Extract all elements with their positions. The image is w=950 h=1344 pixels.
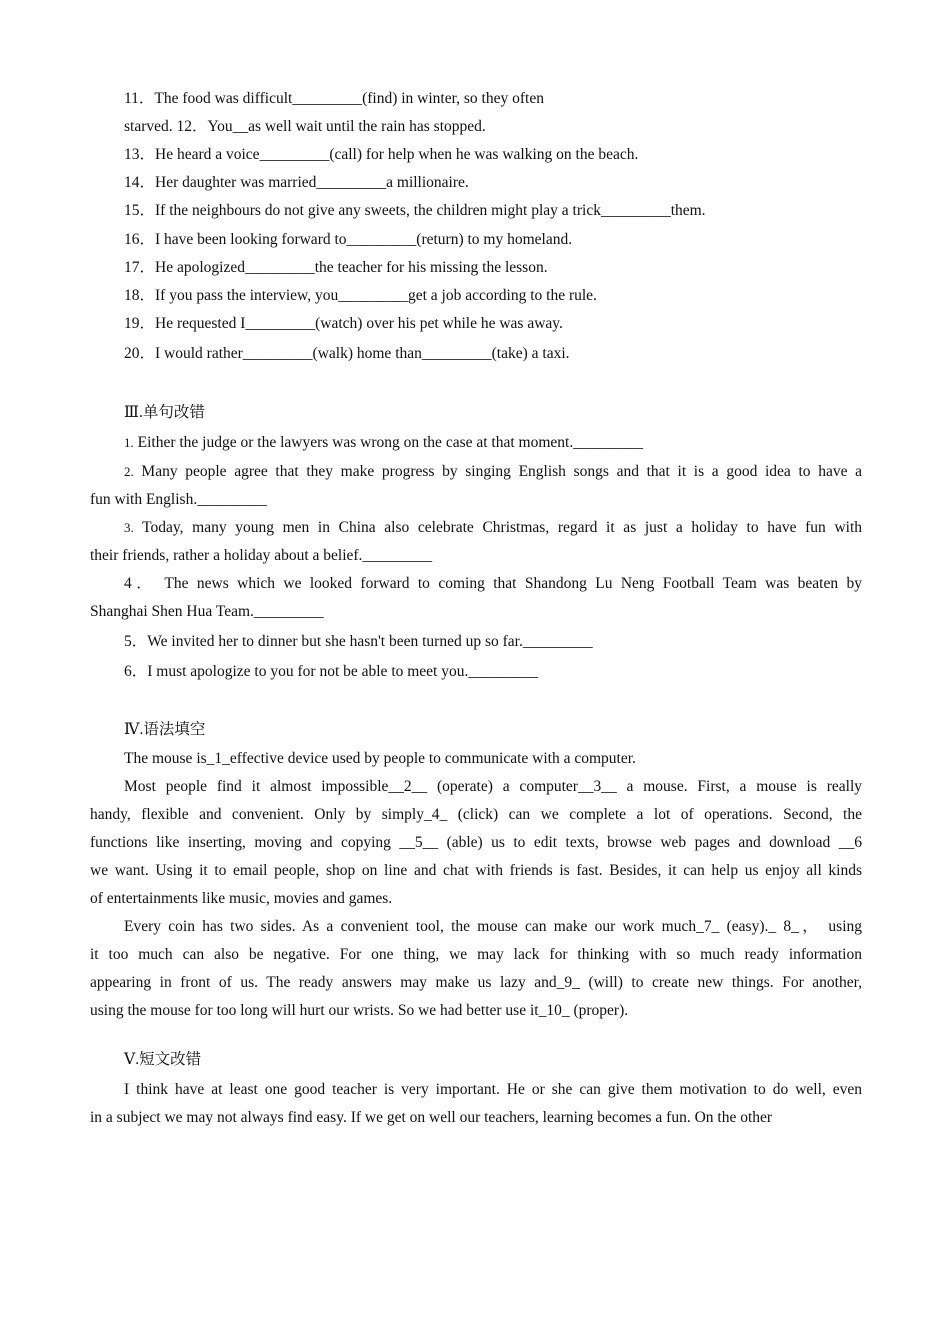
- passage-line: functions like inserting, moving and copying __5__ (able) us to edit texts, browse web pages and download __6: [90, 834, 862, 851]
- section-heading-5: Ⅴ.短文改错: [124, 1051, 202, 1068]
- item-text: Either the judge or the lawyers was wrong on the case at that moment._________: [133, 434, 643, 451]
- passage-line: it too much can also be negative. For one thing, we may lack for thinking with so much ready information: [90, 946, 862, 963]
- item-18: 18．If you pass the interview, you_________get a job according to the rule.: [124, 287, 597, 304]
- item-19: 19．He requested I_________(watch) over his pet while he was away.: [124, 315, 563, 332]
- error-item-2: [124, 462, 862, 482]
- item-14: 14．Her daughter was married_________a millionaire.: [124, 174, 469, 191]
- section-heading-3: Ⅲ.单句改错: [124, 404, 205, 421]
- passage-line: The mouse is_1_effective device used by people to communicate with a computer.: [124, 750, 636, 767]
- error-item-5: 5．We invited her to dinner but she hasn't been turned up so far._________: [124, 633, 593, 650]
- item-text: Today, many young men in China also celebrate Christmas, regard it as just a holiday to have fun with: [133, 519, 862, 536]
- item-15: 15．If the neighbours do not give any sweets, the children might play a trick_________them.: [124, 202, 706, 219]
- section-heading-4: Ⅳ.语法填空: [124, 721, 206, 738]
- error-item-6: 6．I must apologize to you for not be able to meet you._________: [124, 663, 539, 680]
- passage-line: of entertainments like music, movies and games.: [90, 890, 393, 907]
- error-item-3: [124, 518, 862, 538]
- error-item-2-cont: fun with English._________: [90, 491, 267, 508]
- item-20: 20．I would rather_________(walk) home than_________(take) a taxi.: [124, 345, 570, 362]
- passage-line: Every coin has two sides. As a convenient tool, the mouse can make our work much_7_ (easy)._ 8_， using: [124, 918, 862, 935]
- passage-line: handy, flexible and convenient. Only by simply_4_ (click) can we complete a lot of operations. Second, the: [90, 806, 862, 823]
- item-12: starved. 12．You__as well wait until the rain has stopped.: [124, 118, 486, 135]
- passage-line: Most people find it almost impossible__2__ (operate) a computer__3__ a mouse. First, a mouse is really: [124, 778, 862, 795]
- passage-line: I think have at least one good teacher is very important. He or she can give them motivation to do well, even: [124, 1081, 862, 1098]
- item-text: Many people agree that they make progress by singing English songs and that it is a good idea to have a: [133, 463, 862, 480]
- error-item-4: 4． The news which we looked forward to coming that Shandong Lu Neng Football Team was beaten by: [124, 575, 862, 592]
- passage-line: using the mouse for too long will hurt our wrists. So we had better use it_10_ (proper).: [90, 1002, 629, 1019]
- error-item-3-cont: their friends, rather a holiday about a belief._________: [90, 547, 433, 564]
- item-11: 11．The food was difficult_________(find) in winter, so they often: [124, 90, 544, 107]
- passage-line: appearing in front of us. The ready answers may make us lazy and_9_ (will) to create new things. For another,: [90, 974, 862, 991]
- error-item-1: [124, 433, 643, 453]
- passage-line: we want. Using it to email people, shop on line and chat with friends is fast. Besides, it can help us enjoy all kinds: [90, 862, 862, 879]
- item-number: 3.: [124, 520, 134, 535]
- item-number: 2.: [124, 464, 134, 479]
- item-17: 17．He apologized_________the teacher for his missing the lesson.: [124, 259, 548, 276]
- error-item-4-cont: Shanghai Shen Hua Team._________: [90, 603, 324, 620]
- passage-line: in a subject we may not always find easy. If we get on well our teachers, learning becomes a fun. On the other: [90, 1109, 773, 1126]
- item-13: 13．He heard a voice_________(call) for help when he was walking on the beach.: [124, 146, 639, 163]
- item-number: 1.: [124, 435, 134, 450]
- item-16: 16．I have been looking forward to_________(return) to my homeland.: [124, 231, 573, 248]
